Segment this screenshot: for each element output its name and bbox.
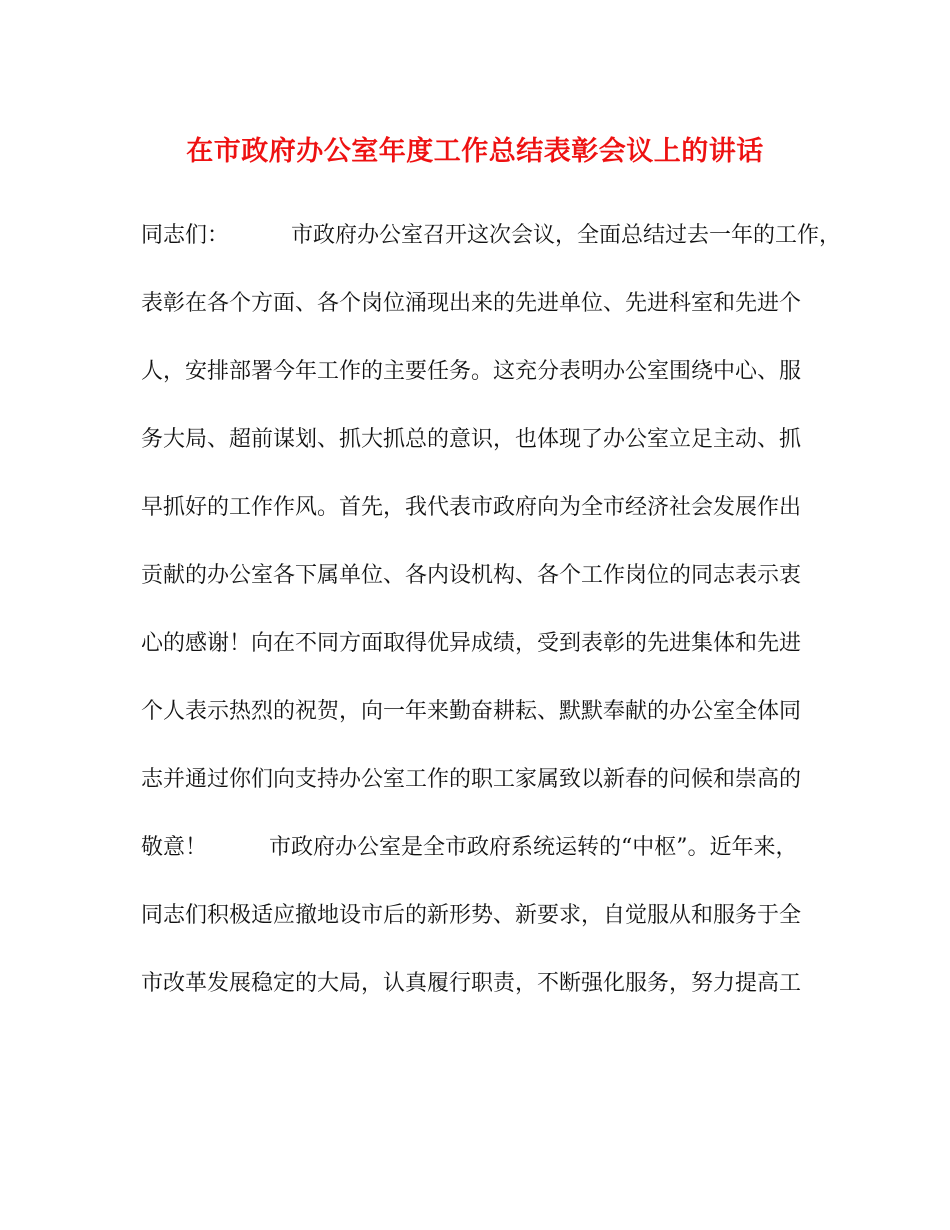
body-line [141,558,821,626]
line-text: 同志们： [141,223,230,248]
line-text: 人，安排部署今年工作的主要任务。这充分表明办公室围绕中心、服 [141,359,802,384]
body-line [141,422,821,490]
line-text: 个人表示热烈的祝贺，向一年来勤奋耕耘、默默奉献的办公室全体同 [141,699,802,724]
line-text: 心的感谢！向在不同方面取得优异成绩，受到表彰的先进集体和先进 [141,631,802,656]
body-line [141,898,821,966]
body-line [141,286,821,354]
body-line [141,694,821,762]
line-text: 志并通过你们向支持办公室工作的职工家属致以新春的问候和崇高的 [141,767,802,792]
body-line [141,830,821,898]
body-line [141,626,821,694]
line-text: 贡献的办公室各下属单位、各内设机构、各个工作岗位的同志表示衷 [141,563,802,588]
body-line [141,966,821,1034]
document-title: 在市政府办公室年度工作总结表彰会议上的讲话 [186,136,764,167]
line-text: 敬意！ [141,835,208,860]
body-line [141,218,842,286]
line-text: 市政府办公室召开这次会议，全面总结过去一年的工作， [291,223,842,248]
line-text: 同志们积极适应撤地设市后的新形势、新要求，自觉服从和服务于全 [141,903,802,928]
line-text: 市政府办公室是全市政府系统运转的“中枢”。近年来， [269,835,798,860]
line-text: 早抓好的工作作风。首先，我代表市政府向为全市经济社会发展作出 [141,495,802,520]
body-line [141,490,821,558]
line-text: 市改革发展稳定的大局，认真履行职责，不断强化服务，努力提高工 [141,971,802,996]
line-text: 表彰在各个方面、各个岗位涌现出来的先进单位、先进科室和先进个 [141,291,802,316]
body-line [141,354,821,422]
document-body [141,218,842,1034]
line-text: 务大局、超前谋划、抓大抓总的意识，也体现了办公室立足主动、抓 [141,427,802,452]
body-line [141,762,821,830]
